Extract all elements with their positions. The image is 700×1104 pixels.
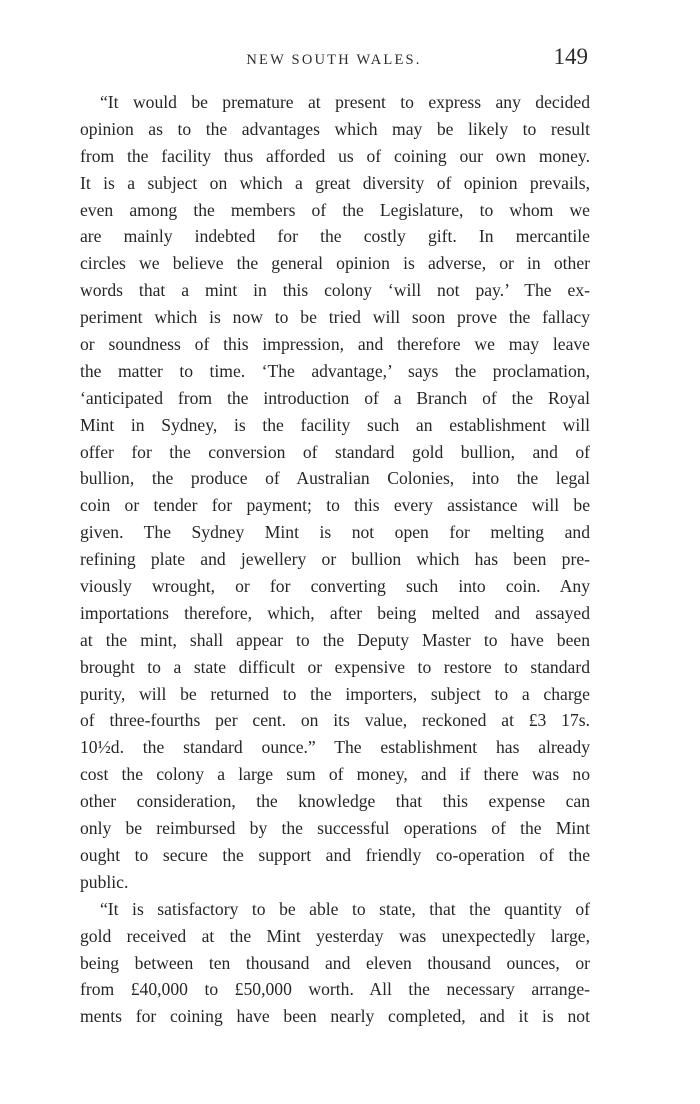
text-line: ought to secure the support and friendly co-operation of the	[80, 844, 590, 865]
text-line: “It would be premature at present to express any decided	[100, 92, 590, 112]
text-line: being between ten thousand and eleven thousand ounces, or	[80, 952, 590, 973]
text-line: refining plate and jewellery or bullion which has been pre-	[80, 549, 590, 570]
text-line: from the facility thus afforded us of coining our own money.	[80, 145, 590, 166]
text-line: other consideration, the knowledge that this expense can	[80, 791, 590, 812]
text-line: are mainly indebted for the costly gift. In mercantile	[80, 226, 590, 247]
text-line: offer for the conversion of standard gold bullion, and of	[80, 441, 590, 462]
text-line: words that a mint in this colony ‘will not pay.’ The ex-	[80, 280, 590, 301]
text-line: of three-fourths per cent. on its value, reckoned at £3 17s.	[80, 710, 590, 731]
paragraph	[80, 896, 590, 1030]
text-line: cost the colony a large sum of money, and if there was no	[80, 764, 590, 785]
text-line: from £40,000 to £50,000 worth. All the necessary arrange-	[80, 979, 590, 1000]
text-line: viously wrought, or for converting such into coin. Any	[80, 576, 590, 597]
page-number: 149	[553, 44, 588, 69]
text-line: importations therefore, which, after being melted and assayed	[80, 602, 590, 623]
text-line: at the mint, shall appear to the Deputy Master to have been	[80, 629, 590, 650]
text-line: brought to a state difficult or expensive to restore to standard	[80, 656, 590, 677]
text-line: only be reimbursed by the successful operations of the Mint	[80, 818, 590, 839]
text-line: periment which is now to be tried will soon prove the fallacy	[80, 307, 590, 328]
text-line: purity, will be returned to the importers, subject to a charge	[80, 683, 590, 704]
text-line: ‘anticipated from the introduction of a Branch of the Royal	[80, 387, 590, 408]
text-line: even among the members of the Legislature, to whom we	[80, 199, 590, 220]
text-line: It is a subject on which a great diversity of opinion prevails,	[80, 172, 590, 193]
text-line: 10½d. the standard ounce.” The establishment has already	[80, 737, 590, 758]
text-line: Mint in Sydney, is the facility such an establishment will	[80, 414, 590, 435]
page-header	[78, 44, 590, 80]
running-title: NEW SOUTH WALES.	[246, 52, 422, 68]
text-line: public.	[80, 871, 129, 892]
text-line: given. The Sydney Mint is not open for melting and	[80, 522, 590, 543]
body-text	[80, 89, 590, 1030]
paragraph	[80, 89, 590, 896]
text-line: coin or tender for payment; to this every assistance will be	[80, 495, 590, 516]
text-line: bullion, the produce of Australian Colonies, into the legal	[80, 468, 590, 489]
text-line: opinion as to the advantages which may be likely to result	[80, 118, 590, 139]
text-line: or soundness of this impression, and therefore we may leave	[80, 334, 590, 355]
text-line: the matter to time. ‘The advantage,’ says the proclamation,	[80, 360, 590, 381]
text-line: “It is satisfactory to be able to state, that the quantity of	[100, 898, 590, 919]
text-line: circles we believe the general opinion is adverse, or in other	[80, 253, 590, 274]
text-line: gold received at the Mint yesterday was unexpectedly large,	[80, 925, 590, 946]
text-line: ments for coining have been nearly completed, and it is not	[80, 1006, 590, 1027]
